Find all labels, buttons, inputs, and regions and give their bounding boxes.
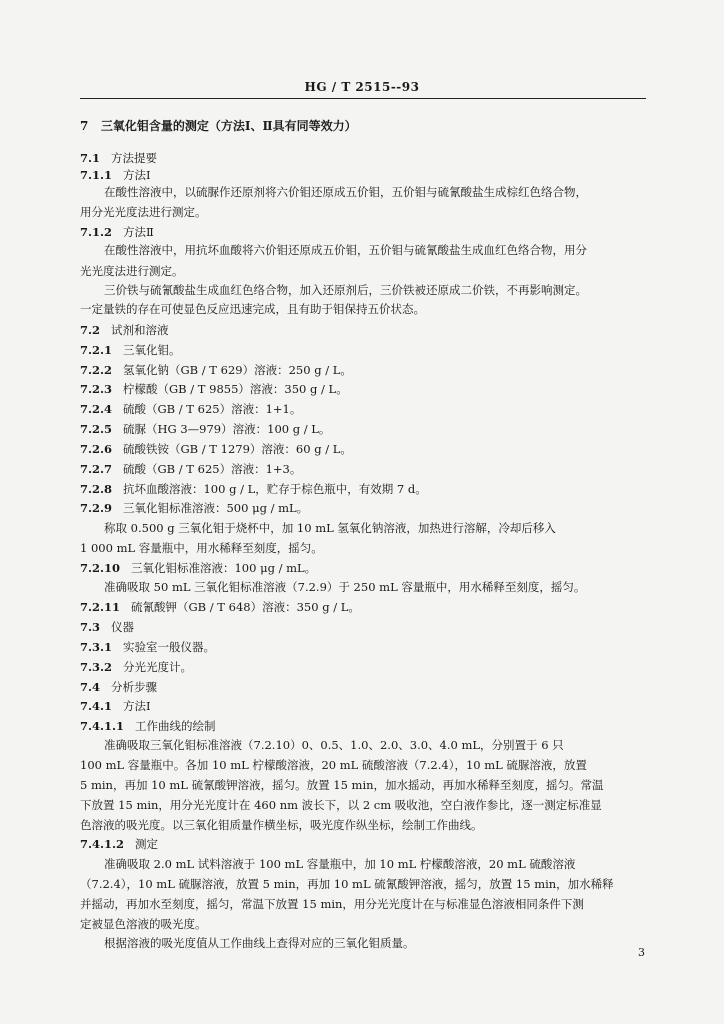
section-title: 三氧化钼含量的测定（方法Ⅰ、Ⅱ具有同等效力） bbox=[100, 119, 357, 133]
paragraph-line: 在酸性溶液中，以硫脲作还原剂将六价钼还原成五价钼，五价钼与硫氰酸盐生成棕红色络合物， bbox=[104, 185, 587, 199]
header-rule bbox=[80, 98, 646, 99]
paragraph-line: 一定量铁的存在可使显色反应迅速完成，且有助于钼保持五价状态。 bbox=[80, 302, 425, 316]
clause-title: 方法提要 bbox=[110, 151, 157, 165]
reagent-item bbox=[80, 481, 427, 497]
paragraph-line: 用分光光度法进行测定。 bbox=[80, 205, 207, 219]
clause-number: 7.2.3 bbox=[80, 382, 113, 396]
heading-7-1 bbox=[80, 150, 157, 166]
paragraph-line: 准确吸取三氧化钼标准溶液（7.2.10）0、0.5、1.0、2.0、3.0、4.0 mL，分别置于 6 只 bbox=[104, 738, 564, 752]
paragraph-line: 定被显色溶液的吸光度。 bbox=[80, 917, 207, 931]
paragraph-line: （7.2.4），10 mL 硫脲溶液，放置 5 min，再加 10 mL 硫氰酸钾溶液，摇匀，放置 15 min，加水稀释 bbox=[80, 877, 614, 891]
paragraph-line: 称取 0.500 g 三氧化钼于烧杯中，加 10 mL 氢氧化钠溶液，加热进行溶解，冷却后移入 bbox=[104, 521, 556, 535]
reagent-text: 硫脲（HG 3—979）溶液：100 g / L。 bbox=[122, 422, 331, 436]
reagent-text: 三氧化钼标准溶液：500 μg / mL。 bbox=[122, 501, 309, 515]
instrument-item bbox=[80, 659, 192, 675]
clause-title: 方法Ⅰ bbox=[122, 168, 151, 182]
clause-number: 7.3.2 bbox=[80, 660, 113, 674]
paragraph-line: 1 000 mL 容量瓶中，用水稀释至刻度，摇匀。 bbox=[80, 541, 323, 555]
clause-title: 仪器 bbox=[110, 620, 134, 634]
clause-number: 7.3 bbox=[80, 620, 101, 634]
reagent-item bbox=[80, 421, 330, 437]
heading-7-4-1-1 bbox=[80, 718, 216, 734]
reagent-text: 硫氰酸钾（GB / T 648）溶液：350 g / L。 bbox=[130, 600, 360, 614]
clause-number: 7.4.1.1 bbox=[80, 719, 125, 733]
instrument-text: 分光光度计。 bbox=[122, 660, 192, 674]
standard-code-header: HG / T 2515--93 bbox=[304, 80, 420, 94]
reagent-item bbox=[80, 500, 308, 516]
paragraph-line: 下放置 15 min，用分光光度计在 460 nm 波长下，以 2 cm 吸收池，空白液作参比，逐一测定标准显 bbox=[80, 798, 602, 812]
paragraph-line: 根据溶液的吸光度值从工作曲线上查得对应的三氧化钼质量。 bbox=[104, 936, 415, 950]
reagent-item bbox=[80, 381, 348, 397]
reagent-text: 三氧化钼标准溶液：100 μg / mL。 bbox=[130, 561, 317, 575]
reagent-text: 硫酸铁铵（GB / T 1279）溶液：60 g / L。 bbox=[122, 442, 352, 456]
paragraph-line: 5 min，再加 10 mL 硫氰酸钾溶液，摇匀。放置 15 min，加水摇动，再加水稀释至刻度，摇匀。常温 bbox=[80, 778, 604, 792]
heading-7-1-2 bbox=[80, 224, 154, 240]
reagent-text: 抗坏血酸溶液：100 g / L，贮存于棕色瓶中，有效期 7 d。 bbox=[122, 482, 427, 496]
clause-number: 7.2 bbox=[80, 323, 101, 337]
reagent-text: 氢氧化钠（GB / T 629）溶液：250 g / L。 bbox=[122, 363, 352, 377]
reagent-item bbox=[80, 362, 352, 378]
clause-number: 7.2.10 bbox=[80, 561, 121, 575]
page-number: 3 bbox=[638, 946, 645, 959]
clause-title: 试剂和溶液 bbox=[110, 323, 169, 337]
reagent-item bbox=[80, 599, 360, 615]
clause-number: 7.1.1 bbox=[80, 168, 113, 182]
clause-title: 工作曲线的绘制 bbox=[135, 719, 216, 733]
heading-7-2 bbox=[80, 322, 168, 338]
heading-7-4 bbox=[80, 679, 157, 695]
reagent-item bbox=[80, 560, 316, 576]
clause-number: 7.2.8 bbox=[80, 482, 113, 496]
section-number: 7 bbox=[80, 119, 89, 133]
clause-number: 7.2.2 bbox=[80, 363, 113, 377]
clause-title: 分析步骤 bbox=[110, 680, 157, 694]
clause-number: 7.1.2 bbox=[80, 225, 113, 239]
heading-7-1-1 bbox=[80, 167, 151, 183]
clause-number: 7.1 bbox=[80, 151, 101, 165]
instrument-item bbox=[80, 639, 215, 655]
clause-number: 7.2.9 bbox=[80, 501, 113, 515]
paragraph-line: 三价铁与硫氰酸盐生成血红色络合物，加入还原剂后，三价铁被还原成二价铁，不再影响测定。 bbox=[104, 283, 587, 297]
clause-number: 7.2.11 bbox=[80, 600, 121, 614]
heading-7-3 bbox=[80, 619, 134, 635]
clause-title: 方法Ⅰ bbox=[122, 699, 151, 713]
clause-number: 7.2.5 bbox=[80, 422, 113, 436]
paragraph-line: 光光度法进行测定。 bbox=[80, 264, 184, 278]
reagent-item bbox=[80, 441, 352, 457]
clause-number: 7.4.1.2 bbox=[80, 837, 125, 851]
reagent-item bbox=[80, 401, 301, 417]
clause-number: 7.2.7 bbox=[80, 462, 113, 476]
instrument-text: 实验室一般仪器。 bbox=[122, 640, 215, 654]
paragraph-line: 准确吸取 50 mL 三氧化钼标准溶液（7.2.9）于 250 mL 容量瓶中，用水稀释至刻度，摇匀。 bbox=[104, 580, 586, 594]
clause-title: 方法Ⅱ bbox=[122, 225, 154, 239]
clause-number: 7.2.1 bbox=[80, 343, 113, 357]
paragraph-line: 色溶液的吸光度。以三氧化钼质量作横坐标，吸光度作纵坐标，绘制工作曲线。 bbox=[80, 818, 483, 832]
paragraph-line: 准确吸取 2.0 mL 试料溶液于 100 mL 容量瓶中，加 10 mL 柠檬酸溶液，20 mL 硫酸溶液 bbox=[104, 857, 576, 871]
reagent-item bbox=[80, 461, 301, 477]
heading-7-4-1 bbox=[80, 698, 151, 714]
clause-number: 7.4 bbox=[80, 680, 101, 694]
paragraph-line: 并摇动，再加水至刻度，摇匀，常温下放置 15 min，用分光光度计在与标准显色溶液相同条件下测 bbox=[80, 897, 584, 911]
heading-7-4-1-2 bbox=[80, 836, 158, 852]
clause-number: 7.4.1 bbox=[80, 699, 113, 713]
reagent-item bbox=[80, 342, 180, 358]
paragraph-line: 100 mL 容量瓶中。各加 10 mL 柠檬酸溶液，20 mL 硫酸溶液（7.2.4），10 mL 硫脲溶液，放置 bbox=[80, 758, 587, 772]
clause-title: 测定 bbox=[135, 837, 158, 851]
section-7-heading bbox=[80, 118, 357, 134]
clause-number: 7.2.6 bbox=[80, 442, 113, 456]
clause-number: 7.3.1 bbox=[80, 640, 113, 654]
reagent-text: 三氧化钼。 bbox=[122, 343, 181, 357]
reagent-text: 柠檬酸（GB / T 9855）溶液：350 g / L。 bbox=[122, 382, 348, 396]
paragraph-line: 在酸性溶液中，用抗坏血酸将六价钼还原成五价钼，五价钼与硫氰酸盐生成血红色络合物，用分 bbox=[104, 243, 587, 257]
clause-number: 7.2.4 bbox=[80, 402, 113, 416]
reagent-text: 硫酸（GB / T 625）溶液：1+3。 bbox=[122, 462, 302, 476]
reagent-text: 硫酸（GB / T 625）溶液：1+1。 bbox=[122, 402, 302, 416]
